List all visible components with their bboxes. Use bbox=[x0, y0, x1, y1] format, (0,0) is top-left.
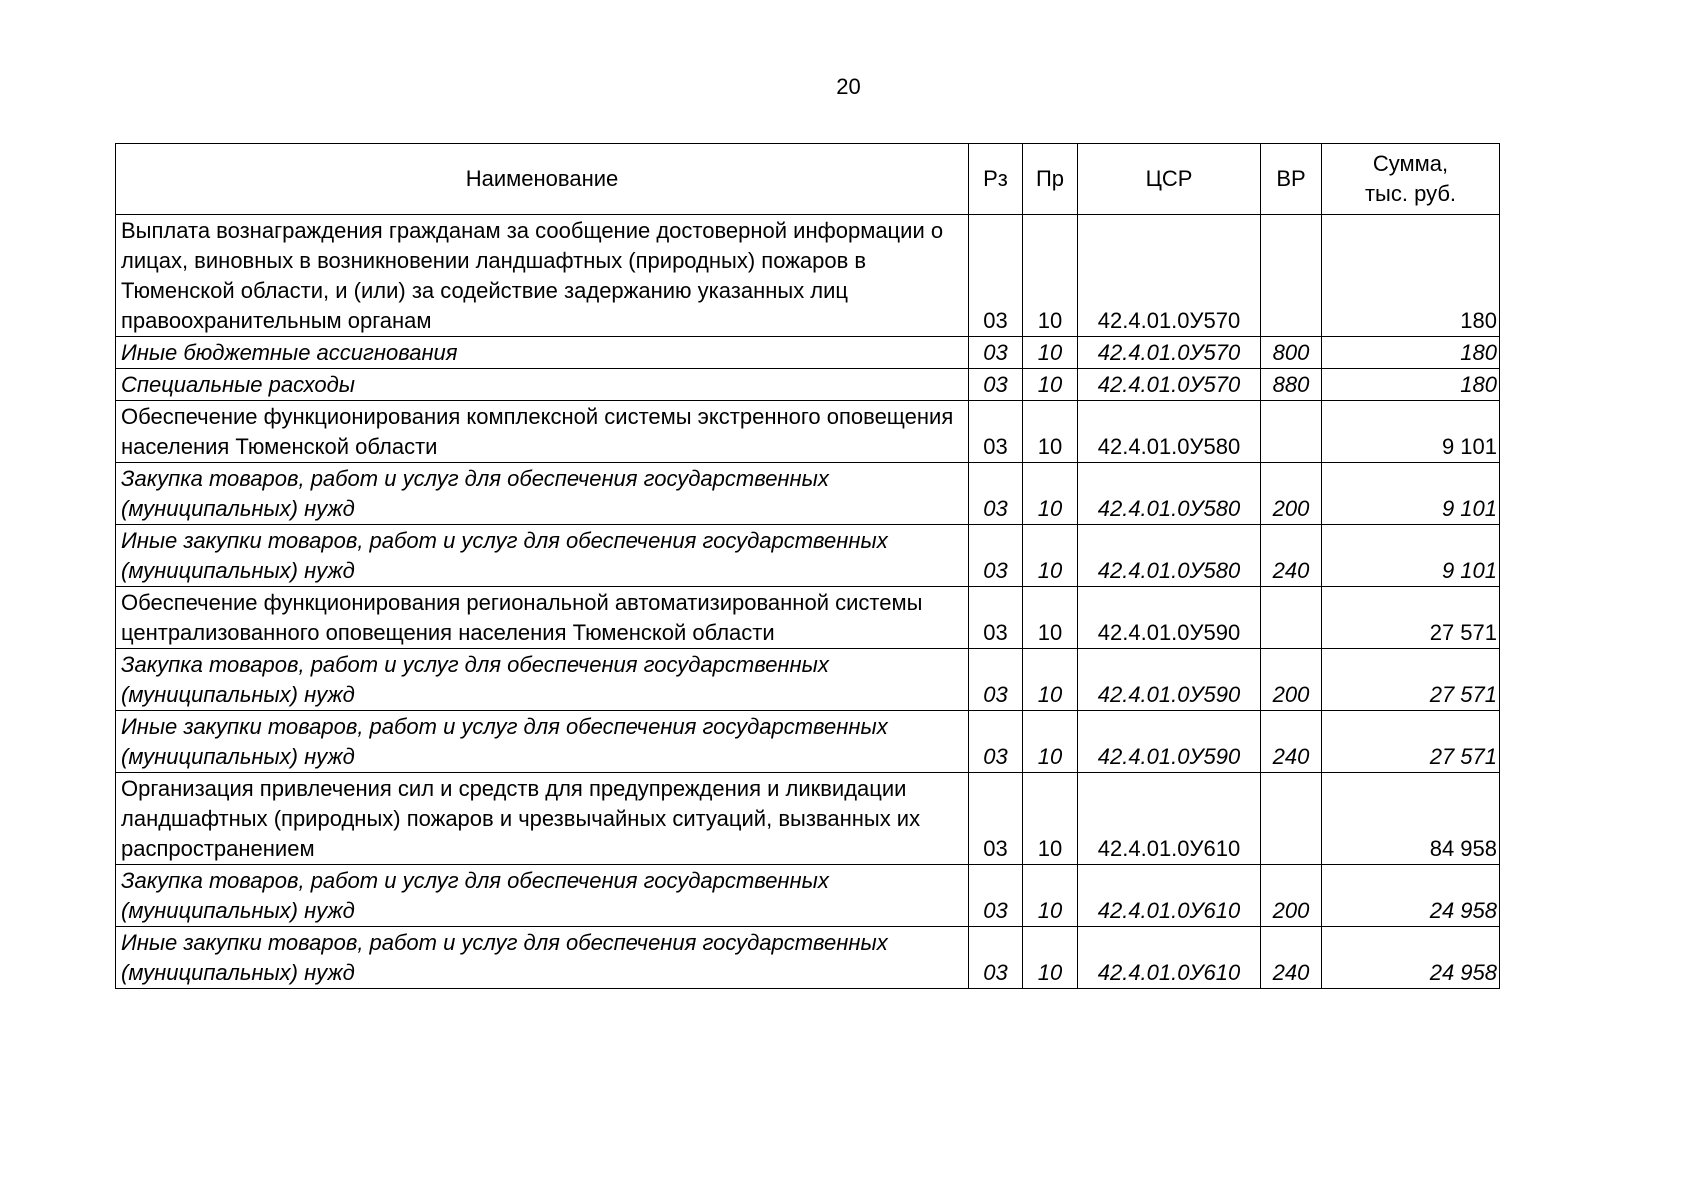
cell-sum: 24 958 bbox=[1322, 927, 1500, 989]
cell-name: Иные закупки товаров, работ и услуг для обеспечения государственных (муниципальных) нужд bbox=[116, 711, 969, 773]
cell-vr bbox=[1261, 587, 1322, 649]
header-name: Наименование bbox=[116, 144, 969, 215]
page-number: 20 bbox=[836, 74, 861, 99]
table-row bbox=[116, 711, 1500, 773]
table-row bbox=[116, 369, 1500, 401]
header-csr: ЦСР bbox=[1078, 144, 1261, 215]
cell-csr: 42.4.01.0У570 bbox=[1078, 369, 1261, 401]
header-sum bbox=[1322, 144, 1500, 215]
cell-sum: 27 571 bbox=[1322, 587, 1500, 649]
cell-name: Обеспечение функционирования комплексной системы экстренного оповещения населения Тюменской области bbox=[116, 401, 969, 463]
cell-csr: 42.4.01.0У570 bbox=[1078, 337, 1261, 369]
cell-sum: 84 958 bbox=[1322, 773, 1500, 865]
cell-vr: 240 bbox=[1261, 711, 1322, 773]
cell-pr: 10 bbox=[1023, 525, 1078, 587]
cell-csr: 42.4.01.0У580 bbox=[1078, 463, 1261, 525]
table-row bbox=[116, 649, 1500, 711]
cell-name: Иные закупки товаров, работ и услуг для обеспечения государственных (муниципальных) нужд bbox=[116, 927, 969, 989]
cell-rz: 03 bbox=[969, 711, 1023, 773]
cell-rz: 03 bbox=[969, 587, 1023, 649]
budget-table bbox=[115, 143, 1500, 989]
cell-rz: 03 bbox=[969, 525, 1023, 587]
table-body bbox=[116, 215, 1500, 989]
cell-csr: 42.4.01.0У590 bbox=[1078, 587, 1261, 649]
cell-pr: 10 bbox=[1023, 927, 1078, 989]
cell-vr: 200 bbox=[1261, 649, 1322, 711]
cell-rz: 03 bbox=[969, 215, 1023, 337]
cell-csr: 42.4.01.0У580 bbox=[1078, 401, 1261, 463]
cell-pr: 10 bbox=[1023, 215, 1078, 337]
cell-name: Иные бюджетные ассигнования bbox=[116, 337, 969, 369]
cell-sum: 9 101 bbox=[1322, 401, 1500, 463]
cell-sum: 24 958 bbox=[1322, 865, 1500, 927]
cell-pr: 10 bbox=[1023, 773, 1078, 865]
cell-name: Выплата вознаграждения гражданам за сообщение достоверной информации о лицах, виновных в возникновении ландшафтных (природных) пожаров в Тюменской области, и (или) за содействие задержанию указанных лиц правоохранительным органам bbox=[116, 215, 969, 337]
header-rz: Рз bbox=[969, 144, 1023, 215]
cell-pr: 10 bbox=[1023, 649, 1078, 711]
header-sum-line2: тыс. руб. bbox=[1364, 181, 1457, 206]
cell-pr: 10 bbox=[1023, 337, 1078, 369]
cell-rz: 03 bbox=[969, 649, 1023, 711]
cell-name: Закупка товаров, работ и услуг для обеспечения государственных (муниципальных) нужд bbox=[116, 865, 969, 927]
cell-vr: 240 bbox=[1261, 927, 1322, 989]
cell-vr: 800 bbox=[1261, 337, 1322, 369]
cell-name: Закупка товаров, работ и услуг для обеспечения государственных (муниципальных) нужд bbox=[116, 649, 969, 711]
cell-sum: 9 101 bbox=[1322, 525, 1500, 587]
table-row bbox=[116, 215, 1500, 337]
header-vr: ВР bbox=[1261, 144, 1322, 215]
cell-rz: 03 bbox=[969, 337, 1023, 369]
table-header-row bbox=[116, 144, 1500, 215]
cell-name: Закупка товаров, работ и услуг для обеспечения государственных (муниципальных) нужд bbox=[116, 463, 969, 525]
header-sum-line1: Сумма, bbox=[1372, 151, 1449, 176]
cell-sum: 9 101 bbox=[1322, 463, 1500, 525]
table-row bbox=[116, 525, 1500, 587]
cell-csr: 42.4.01.0У570 bbox=[1078, 215, 1261, 337]
cell-vr bbox=[1261, 215, 1322, 337]
cell-csr: 42.4.01.0У590 bbox=[1078, 649, 1261, 711]
cell-pr: 10 bbox=[1023, 711, 1078, 773]
cell-vr: 200 bbox=[1261, 463, 1322, 525]
cell-pr: 10 bbox=[1023, 369, 1078, 401]
cell-name: Специальные расходы bbox=[116, 369, 969, 401]
cell-rz: 03 bbox=[969, 927, 1023, 989]
cell-sum: 27 571 bbox=[1322, 711, 1500, 773]
cell-csr: 42.4.01.0У610 bbox=[1078, 927, 1261, 989]
cell-rz: 03 bbox=[969, 401, 1023, 463]
cell-csr: 42.4.01.0У590 bbox=[1078, 711, 1261, 773]
cell-pr: 10 bbox=[1023, 865, 1078, 927]
cell-name: Иные закупки товаров, работ и услуг для обеспечения государственных (муниципальных) нужд bbox=[116, 525, 969, 587]
cell-vr: 240 bbox=[1261, 525, 1322, 587]
table-row bbox=[116, 463, 1500, 525]
table-row bbox=[116, 773, 1500, 865]
cell-pr: 10 bbox=[1023, 463, 1078, 525]
table-row bbox=[116, 927, 1500, 989]
cell-sum: 180 bbox=[1322, 369, 1500, 401]
table-row bbox=[116, 587, 1500, 649]
table-row bbox=[116, 865, 1500, 927]
cell-rz: 03 bbox=[969, 369, 1023, 401]
cell-csr: 42.4.01.0У580 bbox=[1078, 525, 1261, 587]
cell-vr bbox=[1261, 773, 1322, 865]
cell-pr: 10 bbox=[1023, 401, 1078, 463]
cell-rz: 03 bbox=[969, 773, 1023, 865]
cell-pr: 10 bbox=[1023, 587, 1078, 649]
cell-name: Обеспечение функционирования региональной автоматизированной системы централизованного оповещения населения Тюменской области bbox=[116, 587, 969, 649]
cell-vr bbox=[1261, 401, 1322, 463]
cell-sum: 180 bbox=[1322, 337, 1500, 369]
cell-rz: 03 bbox=[969, 865, 1023, 927]
cell-vr: 200 bbox=[1261, 865, 1322, 927]
cell-csr: 42.4.01.0У610 bbox=[1078, 865, 1261, 927]
cell-name: Организация привлечения сил и средств для предупреждения и ликвидации ландшафтных (природных) пожаров и чрезвычайных ситуаций, вызванных их распространением bbox=[116, 773, 969, 865]
cell-vr: 880 bbox=[1261, 369, 1322, 401]
cell-sum: 180 bbox=[1322, 215, 1500, 337]
cell-rz: 03 bbox=[969, 463, 1023, 525]
table-row bbox=[116, 337, 1500, 369]
table-row bbox=[116, 401, 1500, 463]
cell-csr: 42.4.01.0У610 bbox=[1078, 773, 1261, 865]
header-pr: Пр bbox=[1023, 144, 1078, 215]
cell-sum: 27 571 bbox=[1322, 649, 1500, 711]
